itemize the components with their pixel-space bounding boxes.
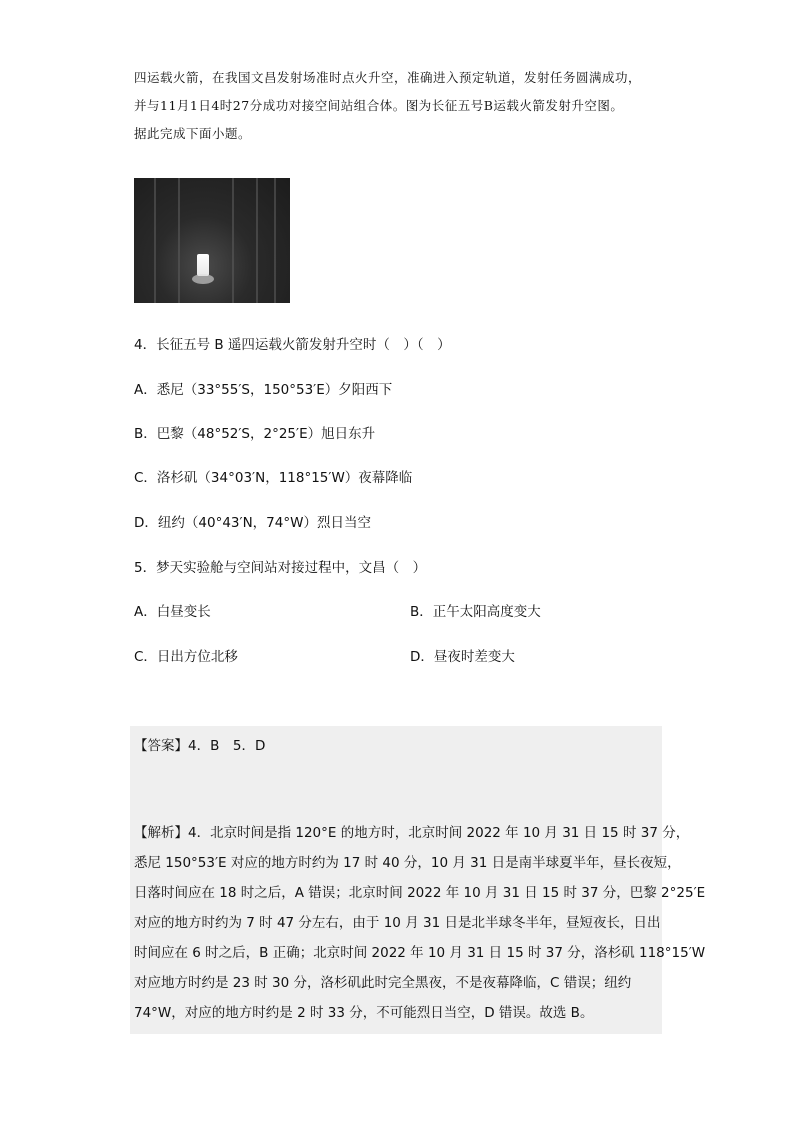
question-5-option-c: C．日出方位北移 bbox=[134, 649, 238, 665]
analysis-line: 时间应在 6 时之后，B 正确；北京时间 2022 年 10 月 31 日 15 时 37 分，洛杉矶 118°15′W bbox=[134, 945, 706, 961]
answer-text: 4．B 5．D bbox=[188, 738, 266, 754]
intro-line: 四运载火箭，在我国文昌发射场准时点火升空，准确进入预定轨道，发射任务圆满成功， bbox=[134, 70, 642, 85]
question-4-stem: 4．长征五号 B 遥四运载火箭发射升空时（ ）（ ） bbox=[134, 337, 451, 353]
analysis-line: 悉尼 150°53′E 对应的地方时约为 17 时 40 分，10 月 31 日是南半球夏半年，昼长夜短， bbox=[134, 855, 681, 871]
analysis-line: 【解析】4．北京时间是指 120°E 的地方时，北京时间 2022 年 10 月 31 日 15 时 37 分， bbox=[134, 825, 690, 841]
question-5-option-a: A．白昼变长 bbox=[134, 604, 211, 620]
question-5-option-d: D．昼夜时差变大 bbox=[410, 649, 515, 665]
question-4-option-c: C．洛杉矶（34°03′N，118°15′W）夜幕降临 bbox=[134, 470, 413, 486]
analysis-line: 对应地方时约是 23 时 30 分，洛杉矶此时完全黑夜，不是夜幕降临，C 错误；纽约 bbox=[134, 975, 632, 991]
rocket-launch-photo bbox=[134, 178, 290, 303]
intro-paragraph bbox=[134, 64, 674, 148]
plume-icon bbox=[192, 274, 214, 284]
analysis-paragraph bbox=[134, 818, 706, 1028]
rocket-icon bbox=[197, 254, 209, 276]
intro-line: 并与11月1日4时27分成功对接空间站组合体。图为长征五号B运载火箭发射升空图。 bbox=[134, 98, 624, 113]
question-4-option-b: B．巴黎（48°52′S，2°25′E）旭日东升 bbox=[134, 426, 376, 442]
question-4-option-d: D．纽约（40°43′N，74°W）烈日当空 bbox=[134, 515, 371, 531]
answer-label: 【答案】 bbox=[134, 738, 188, 754]
question-4-option-a: A．悉尼（33°55′S，150°53′E）夕阳西下 bbox=[134, 382, 393, 398]
analysis-line: 日落时间应在 18 时之后，A 错误；北京时间 2022 年 10 月 31 日 15 时 37 分，巴黎 2°25′E bbox=[134, 885, 706, 901]
analysis-line: 对应的地方时约为 7 时 47 分左右，由于 10 月 31 日是北半球冬半年，昼短夜长，日出 bbox=[134, 915, 661, 931]
analysis-line: 74°W，对应的地方时约是 2 时 33 分，不可能烈日当空，D 错误。故选 B。 bbox=[134, 1005, 594, 1021]
question-5-option-b: B．正午太阳高度变大 bbox=[410, 604, 541, 620]
question-5-stem: 5．梦天实验舱与空间站对接过程中，文昌（ ） bbox=[134, 560, 427, 576]
intro-line: 据此完成下面小题。 bbox=[134, 126, 252, 141]
answer-line bbox=[134, 734, 265, 754]
